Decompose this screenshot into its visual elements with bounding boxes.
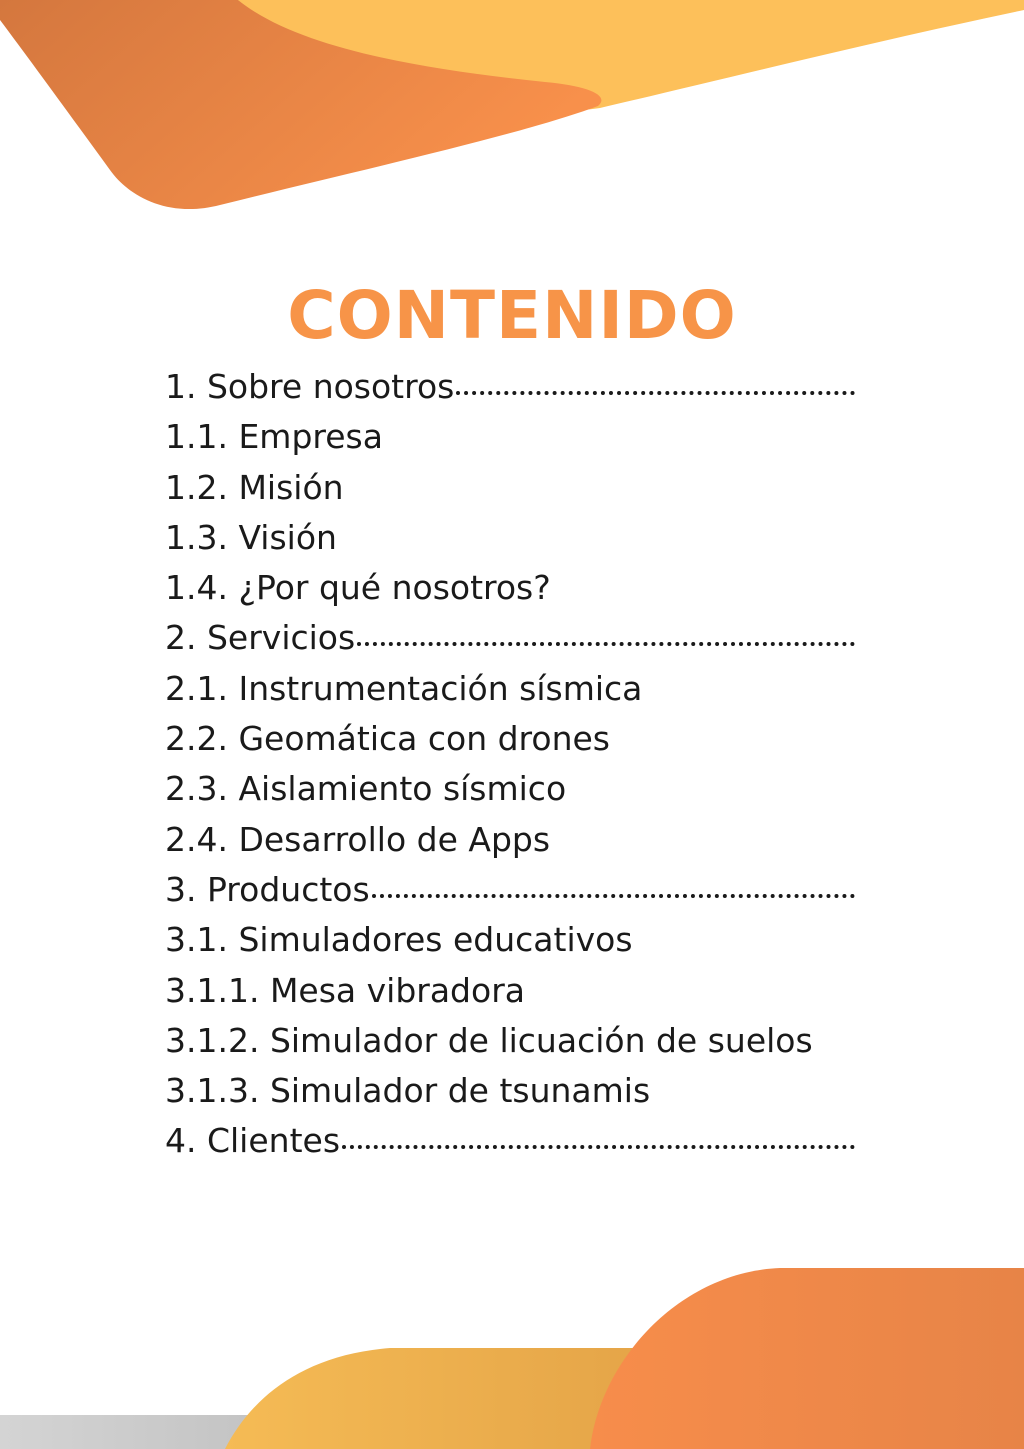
toc-item[interactable] bbox=[165, 1116, 855, 1166]
toc-item-label: 4. Clientes bbox=[165, 1121, 341, 1161]
toc-item-label: 2. Servicios bbox=[165, 618, 356, 658]
toc-item[interactable] bbox=[165, 362, 855, 412]
dot-leader bbox=[456, 385, 855, 395]
toc-item[interactable] bbox=[165, 764, 855, 814]
toc-item[interactable] bbox=[165, 915, 855, 965]
toc-item[interactable] bbox=[165, 563, 855, 613]
page-title: CONTENIDO bbox=[287, 277, 737, 354]
toc-item-label: 3.1. Simuladores educativos bbox=[165, 920, 633, 960]
toc-item[interactable] bbox=[165, 714, 855, 764]
toc-item-label: 3.1.1. Mesa vibradora bbox=[165, 970, 525, 1010]
dot-leader bbox=[372, 888, 855, 898]
table-of-contents bbox=[165, 362, 855, 1167]
top-yellow-shape bbox=[238, 0, 1024, 113]
toc-item-label: 1.2. Misión bbox=[165, 467, 344, 507]
toc-item-label: 3. Productos bbox=[165, 869, 370, 909]
toc-item[interactable] bbox=[165, 664, 855, 714]
toc-item-label: 1.1. Empresa bbox=[165, 417, 383, 457]
toc-item-label: 2.1. Instrumentación sísmica bbox=[165, 668, 643, 708]
bottom-orange-shape bbox=[590, 1268, 1024, 1449]
dot-leader bbox=[342, 1139, 855, 1149]
dot-leader bbox=[357, 636, 855, 646]
bottom-gold-shape bbox=[225, 1348, 640, 1449]
toc-item-label: 3.1.2. Simulador de licuación de suelos bbox=[165, 1020, 813, 1060]
toc-item[interactable] bbox=[165, 815, 855, 865]
toc-item[interactable] bbox=[165, 1016, 855, 1066]
toc-item[interactable] bbox=[165, 613, 855, 663]
toc-item-label: 3.1.3. Simulador de tsunamis bbox=[165, 1071, 651, 1111]
toc-item-label: 1. Sobre nosotros bbox=[165, 367, 455, 406]
toc-item-label: 2.3. Aislamiento sísmico bbox=[165, 769, 567, 809]
toc-item-label: 1.3. Visión bbox=[165, 517, 337, 557]
bottom-gray-strip bbox=[0, 1415, 280, 1449]
toc-item[interactable] bbox=[165, 463, 855, 513]
toc-item-label: 1.4. ¿Por qué nosotros? bbox=[165, 568, 551, 608]
toc-item[interactable] bbox=[165, 1066, 855, 1116]
toc-item-label: 2.2. Geomática con drones bbox=[165, 719, 610, 759]
top-orange-shape bbox=[0, 0, 601, 209]
toc-item-label: 2.4. Desarrollo de Apps bbox=[165, 819, 551, 859]
toc-item[interactable] bbox=[165, 865, 855, 915]
toc-item[interactable] bbox=[165, 412, 855, 462]
toc-item[interactable] bbox=[165, 513, 855, 563]
toc-item[interactable] bbox=[165, 966, 855, 1016]
